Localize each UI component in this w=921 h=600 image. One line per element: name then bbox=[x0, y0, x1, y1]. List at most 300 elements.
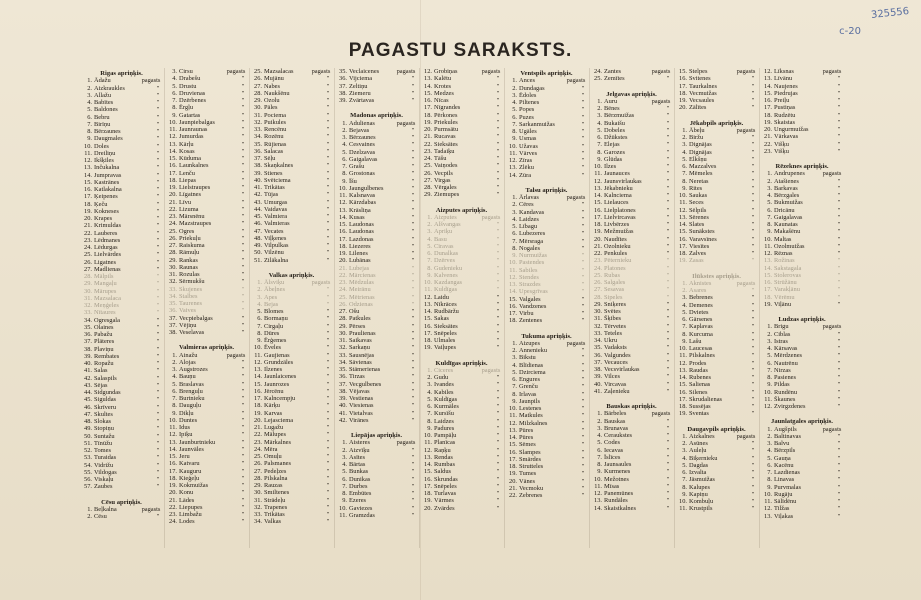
parish-suffix: " bbox=[326, 104, 330, 112]
parish-suffix: " bbox=[326, 496, 330, 504]
list-item bbox=[80, 295, 163, 302]
parish-suffix: " bbox=[241, 184, 245, 191]
parish-suffix: " bbox=[751, 366, 755, 374]
item-number: 17. bbox=[339, 235, 347, 243]
item-number: 10. bbox=[339, 184, 347, 192]
parish-suffix: " bbox=[581, 361, 585, 369]
parish-suffix: " bbox=[666, 300, 670, 308]
list-column bbox=[505, 68, 590, 548]
list-column bbox=[420, 68, 505, 548]
parish-suffix: " bbox=[581, 412, 585, 420]
parish-list bbox=[80, 68, 845, 548]
list-item bbox=[80, 99, 163, 106]
list-item bbox=[335, 497, 418, 504]
list-item bbox=[505, 164, 588, 171]
parish-suffix: " bbox=[326, 249, 330, 257]
list-item bbox=[165, 97, 248, 104]
parish-suffix: " bbox=[241, 358, 245, 366]
parish-name: Liepas bbox=[179, 176, 197, 184]
parish-suffix: " bbox=[666, 242, 670, 250]
item-number: 18. bbox=[594, 221, 602, 228]
item-number: 10. bbox=[509, 142, 517, 150]
list-item bbox=[80, 309, 163, 316]
parish-name: Purmsātu bbox=[434, 126, 459, 133]
item-number: 38. bbox=[339, 387, 347, 395]
item-number: 4. bbox=[597, 432, 602, 439]
parish-suffix: " bbox=[156, 331, 160, 338]
parish-name: Virgas bbox=[434, 176, 451, 184]
parish-suffix: " bbox=[581, 368, 585, 376]
parish-suffix: " bbox=[837, 498, 841, 505]
list-item bbox=[420, 112, 503, 119]
list-item bbox=[165, 191, 248, 198]
list-item bbox=[80, 135, 163, 142]
parish-suffix: " bbox=[326, 467, 330, 475]
parish-name: Svētciema bbox=[264, 176, 291, 184]
item-number: 23. bbox=[339, 279, 347, 286]
list-item bbox=[505, 478, 588, 485]
item-number: 1. bbox=[512, 339, 517, 347]
parish-suffix: " bbox=[156, 316, 160, 324]
parish-name: Krustpils bbox=[689, 505, 713, 513]
parish-suffix: " bbox=[326, 155, 330, 162]
list-item bbox=[80, 215, 163, 222]
parish-name: Aizupes bbox=[519, 339, 540, 347]
parish-suffix: " bbox=[666, 250, 670, 257]
item-number: 4. bbox=[767, 192, 772, 199]
parish-name: Skaņkalnes bbox=[264, 162, 294, 170]
parish-suffix: " bbox=[156, 439, 160, 447]
item-number: 3. bbox=[512, 354, 517, 362]
list-item bbox=[675, 104, 758, 111]
parish-suffix: " bbox=[496, 242, 500, 250]
parish-suffix: " bbox=[411, 286, 415, 294]
item-number: 15. bbox=[424, 468, 432, 476]
parish-suffix: " bbox=[496, 264, 500, 272]
item-number: 23. bbox=[424, 147, 432, 155]
list-item bbox=[80, 150, 163, 157]
parish-name: Launkalnes bbox=[179, 162, 209, 170]
parish-suffix: " bbox=[581, 164, 585, 172]
parish-suffix: " bbox=[496, 169, 500, 177]
parish-suffix: " bbox=[496, 118, 500, 126]
list-item bbox=[80, 317, 163, 324]
item-number: 16. bbox=[509, 302, 517, 310]
parish-suffix: " bbox=[411, 271, 415, 279]
list-item bbox=[590, 490, 673, 497]
parish-suffix: " bbox=[666, 482, 670, 490]
parish-name: Mazsalacas bbox=[264, 68, 294, 75]
list-item bbox=[80, 483, 163, 490]
parish-name: Jāsmuižas bbox=[689, 476, 715, 484]
parish-name: Lielvārdes bbox=[94, 251, 121, 259]
item-number: 17. bbox=[424, 329, 432, 337]
parish-suffix: " bbox=[241, 234, 245, 242]
parish-name: Rundēnu bbox=[774, 388, 798, 396]
list-item bbox=[675, 149, 758, 156]
item-number: 4. bbox=[767, 345, 772, 352]
parish-suffix: " bbox=[156, 106, 160, 114]
list-item bbox=[165, 170, 248, 177]
parish-suffix: " bbox=[837, 206, 841, 214]
archive-stamp: 325556 bbox=[870, 6, 910, 21]
list-item bbox=[335, 381, 418, 388]
parish-suffix: " bbox=[326, 380, 330, 388]
list-item bbox=[165, 278, 248, 285]
item-number: 11. bbox=[594, 170, 602, 178]
parish-suffix: " bbox=[411, 199, 415, 207]
item-number: 6. bbox=[682, 316, 687, 323]
list-item bbox=[675, 287, 758, 294]
item-number: 9. bbox=[172, 409, 177, 417]
list-item bbox=[675, 338, 758, 345]
item-number: 35. bbox=[339, 366, 347, 373]
parish-suffix: " bbox=[241, 111, 245, 119]
parish-suffix: " bbox=[837, 440, 841, 447]
parish-name: Dzirciema bbox=[519, 368, 546, 376]
parish-suffix: " bbox=[496, 257, 500, 265]
parish-suffix: " bbox=[411, 468, 415, 476]
parish-suffix: " bbox=[326, 373, 330, 381]
item-number: 15. bbox=[254, 380, 262, 388]
parish-name: Zvārdes bbox=[434, 504, 455, 512]
list-item bbox=[675, 68, 758, 75]
parish-suffix: " bbox=[241, 104, 245, 112]
item-number: 14. bbox=[339, 213, 347, 221]
list-item bbox=[505, 121, 588, 128]
parish-name: Saikavas bbox=[349, 337, 372, 344]
parish-name: Vārmes bbox=[434, 497, 454, 505]
parish-suffix: " bbox=[581, 84, 585, 92]
list-item bbox=[80, 454, 163, 461]
list-column bbox=[80, 68, 165, 548]
item-number: 17. bbox=[254, 395, 262, 402]
list-item bbox=[505, 230, 588, 237]
list-item bbox=[420, 228, 503, 235]
item-number: 8. bbox=[342, 170, 347, 178]
item-number: 16. bbox=[679, 388, 687, 396]
list-item bbox=[760, 243, 844, 250]
parish-name: Rites bbox=[689, 184, 703, 192]
parish-suffix: " bbox=[156, 113, 160, 121]
parish-suffix: " bbox=[241, 373, 245, 381]
spacer bbox=[335, 104, 418, 110]
item-number: 4. bbox=[767, 447, 772, 455]
item-number: 20. bbox=[254, 416, 262, 424]
list-item bbox=[590, 483, 673, 490]
parish-name: Sāvienas bbox=[349, 358, 372, 366]
item-number: 2. bbox=[342, 126, 347, 134]
parish-name: Dauguļu bbox=[179, 402, 202, 410]
list-item bbox=[165, 497, 248, 504]
parish-suffix: " bbox=[326, 97, 330, 104]
parish-name: Ziemeru bbox=[349, 89, 371, 97]
parish-name: Ābeļu bbox=[689, 126, 705, 134]
list-item bbox=[760, 178, 844, 185]
list-item bbox=[675, 345, 758, 352]
parish-name: Lašu bbox=[689, 337, 702, 345]
parish-name: Pastendes bbox=[519, 259, 545, 267]
list-item bbox=[80, 506, 163, 513]
parish-name: Rēznas bbox=[774, 250, 793, 257]
parish-name: Dunikas bbox=[349, 475, 371, 483]
item-number: 11. bbox=[679, 199, 687, 207]
parish-suffix: " bbox=[496, 410, 500, 418]
list-item bbox=[590, 468, 673, 475]
list-item bbox=[420, 468, 503, 475]
item-number: 9. bbox=[512, 252, 517, 259]
parish-suffix: " bbox=[837, 228, 841, 236]
item-number: 2. bbox=[427, 374, 432, 381]
parish-name: Sējas bbox=[94, 381, 108, 389]
spacer bbox=[165, 336, 248, 342]
parish-name: Vilces bbox=[604, 373, 620, 381]
parish-suffix: " bbox=[241, 366, 245, 373]
parish-suffix: " bbox=[326, 147, 330, 155]
parish-name: Kārsavas bbox=[774, 345, 798, 352]
item-number: 8. bbox=[512, 128, 517, 135]
item-number: 13. bbox=[764, 75, 772, 83]
parish-name: Trikātas bbox=[264, 511, 285, 518]
list-item bbox=[250, 162, 333, 169]
parish-suffix: " bbox=[241, 467, 245, 475]
parish-name: Raņķu bbox=[434, 446, 451, 454]
item-number: 10. bbox=[679, 498, 687, 505]
item-number: 14. bbox=[169, 147, 177, 155]
list-item bbox=[165, 300, 248, 307]
parish-suffix: " bbox=[837, 374, 841, 381]
parish-suffix: " bbox=[411, 344, 415, 352]
item-number: 11. bbox=[339, 511, 347, 519]
parish-suffix: " bbox=[156, 149, 160, 157]
item-number: 30. bbox=[594, 308, 602, 315]
parish-suffix: " bbox=[326, 111, 330, 119]
parish-name: Seces bbox=[689, 199, 704, 207]
parish-suffix: " bbox=[837, 447, 841, 455]
parish-name: Kūduma bbox=[179, 155, 202, 162]
item-number: 2. bbox=[597, 417, 602, 425]
parish-suffix: " bbox=[326, 445, 330, 453]
item-number: 7. bbox=[682, 323, 687, 331]
item-number: 28. bbox=[254, 89, 262, 97]
item-number: 49. bbox=[84, 425, 92, 433]
list-item bbox=[250, 315, 333, 322]
list-item bbox=[760, 389, 844, 396]
parish-suffix: " bbox=[326, 366, 330, 373]
list-item bbox=[80, 513, 163, 520]
list-item bbox=[80, 186, 163, 193]
parish-suffix: " bbox=[411, 351, 415, 359]
district-heading: Jaunlatgales apriņķis. bbox=[771, 418, 833, 426]
parish-name: Tūjas bbox=[264, 191, 279, 199]
parish-suffix: " bbox=[411, 206, 415, 214]
parish-suffix: " bbox=[156, 135, 160, 143]
item-number: 9. bbox=[682, 184, 687, 192]
parish-suffix: " bbox=[411, 170, 415, 178]
parish-suffix: " bbox=[411, 373, 415, 381]
parish-name: Saldus bbox=[434, 468, 452, 476]
parish-suffix: " bbox=[666, 192, 670, 199]
parish-suffix: " bbox=[666, 446, 670, 454]
spacer bbox=[335, 424, 418, 430]
item-number: 40. bbox=[594, 380, 602, 388]
parish-name: Nīkrāces bbox=[434, 300, 457, 308]
item-number: 38. bbox=[254, 162, 262, 170]
item-number: 9. bbox=[342, 497, 347, 505]
list-item bbox=[335, 163, 418, 170]
list-item bbox=[760, 207, 844, 214]
parish-name: Priekules bbox=[434, 118, 458, 126]
list-item bbox=[165, 141, 248, 148]
item-number: 7. bbox=[512, 237, 517, 245]
parish-suffix: " bbox=[751, 388, 755, 396]
archive-note: c-20 bbox=[839, 26, 861, 37]
list-item bbox=[80, 230, 163, 237]
parish-suffix: " bbox=[326, 126, 330, 133]
parish-name: Līgatnes bbox=[179, 191, 202, 199]
parish-suffix: " bbox=[326, 198, 330, 206]
item-number: 20. bbox=[764, 126, 772, 133]
parish-name: Liezeres bbox=[349, 242, 371, 250]
parish-suffix: " bbox=[581, 113, 585, 121]
parish-name: Džūkstes bbox=[604, 134, 628, 141]
parish-suffix: " bbox=[751, 359, 755, 367]
parish-suffix: pagasts bbox=[651, 68, 671, 75]
parish-suffix: " bbox=[241, 118, 245, 126]
item-number: 6. bbox=[512, 376, 517, 383]
parish-name: Kosas bbox=[179, 147, 195, 155]
parish-name: Ivandes bbox=[434, 381, 454, 389]
item-number: 23. bbox=[84, 236, 92, 244]
item-number: 18. bbox=[764, 293, 772, 301]
parish-suffix: " bbox=[156, 120, 160, 128]
list-item bbox=[675, 433, 758, 440]
list-item bbox=[675, 367, 758, 374]
list-item bbox=[675, 309, 758, 316]
parish-name: Ciblas bbox=[774, 330, 791, 338]
list-item bbox=[420, 447, 503, 454]
parish-name: Maltas bbox=[774, 235, 792, 243]
parish-name: Aizvīķu bbox=[349, 446, 370, 454]
parish-suffix: " bbox=[837, 177, 841, 185]
parish-suffix: " bbox=[241, 133, 245, 141]
list-item bbox=[420, 294, 503, 301]
item-number: 29. bbox=[254, 482, 262, 489]
item-number: 18. bbox=[679, 250, 687, 257]
parish-suffix: " bbox=[496, 250, 500, 257]
item-number: 37. bbox=[84, 338, 92, 346]
list-item bbox=[420, 381, 503, 388]
parish-name: Lugažu bbox=[264, 424, 284, 431]
parish-suffix: " bbox=[326, 315, 330, 323]
parish-suffix: " bbox=[156, 178, 160, 186]
parish-name: Zīras bbox=[519, 157, 533, 164]
item-number: 5. bbox=[682, 155, 687, 163]
parish-suffix: " bbox=[241, 126, 245, 133]
parish-suffix: " bbox=[581, 383, 585, 391]
parish-suffix: " bbox=[156, 483, 160, 491]
parish-name: Ābeļnes bbox=[264, 286, 285, 294]
list-item bbox=[250, 170, 333, 177]
list-item bbox=[760, 75, 844, 82]
parish-name: Biķernieku bbox=[689, 454, 718, 462]
parish-suffix: " bbox=[326, 409, 330, 417]
item-number: 21. bbox=[169, 496, 177, 504]
item-number: 10. bbox=[764, 235, 772, 243]
parish-name: Trikātas bbox=[264, 184, 285, 191]
parish-suffix: " bbox=[241, 321, 245, 329]
district-heading: Madonas apriņķis. bbox=[350, 112, 403, 120]
parish-suffix: " bbox=[666, 373, 670, 381]
item-number: 43. bbox=[254, 198, 262, 206]
parish-name: Lielstraupes bbox=[179, 184, 211, 191]
list-item bbox=[505, 398, 588, 405]
list-item bbox=[80, 128, 163, 135]
item-number: 6. bbox=[172, 89, 177, 97]
spacer bbox=[675, 265, 758, 271]
item-number: 13. bbox=[254, 366, 262, 373]
district-heading: Rigas apriņķis. bbox=[100, 70, 143, 77]
parish-suffix: " bbox=[751, 308, 755, 316]
item-number: 20. bbox=[679, 104, 687, 112]
parish-name: Jaunburtnieku bbox=[179, 438, 216, 446]
item-number: 17. bbox=[679, 395, 687, 403]
parish-suffix: " bbox=[326, 322, 330, 330]
parish-suffix: " bbox=[156, 396, 160, 404]
list-item bbox=[505, 463, 588, 470]
parish-name: Ādažu bbox=[94, 77, 111, 85]
item-number: 19. bbox=[424, 344, 432, 352]
item-number: 56. bbox=[84, 476, 92, 483]
item-number: 10. bbox=[254, 344, 262, 352]
list-item bbox=[760, 90, 844, 97]
list-item bbox=[505, 114, 588, 121]
parish-suffix: " bbox=[496, 453, 500, 461]
list-item bbox=[590, 178, 673, 185]
list-item bbox=[675, 243, 758, 250]
list-item bbox=[420, 308, 503, 315]
list-item bbox=[505, 492, 588, 499]
parish-name: Istras bbox=[774, 337, 788, 345]
list-item bbox=[420, 279, 503, 286]
parish-name: Salacas bbox=[264, 147, 284, 155]
parish-name: Stienes bbox=[264, 169, 283, 177]
list-item bbox=[250, 97, 333, 104]
parish-suffix: " bbox=[837, 264, 841, 272]
list-item bbox=[675, 127, 758, 134]
parish-suffix: pagasts bbox=[822, 425, 842, 433]
parish-suffix: " bbox=[326, 438, 330, 446]
parish-name: Mētrienas bbox=[349, 293, 375, 301]
item-number: 5. bbox=[512, 223, 517, 230]
parish-name: Auleļu bbox=[689, 447, 707, 455]
parish-suffix: " bbox=[156, 461, 160, 469]
item-number: 14. bbox=[679, 221, 687, 228]
district-heading: Cēsu apriņķis. bbox=[101, 498, 142, 506]
parish-name: Grašu bbox=[349, 163, 365, 170]
item-number: 2. bbox=[682, 134, 687, 141]
item-number: 21. bbox=[84, 222, 92, 230]
list-item bbox=[590, 505, 673, 512]
item-number: 5. bbox=[767, 352, 772, 360]
parish-name: Ezeres bbox=[349, 497, 367, 505]
parish-name: Naukšēnu bbox=[264, 89, 290, 97]
item-number: 5. bbox=[87, 106, 92, 114]
parish-name: Cēsu bbox=[94, 513, 107, 520]
parish-name: Nurmuižas bbox=[519, 252, 548, 259]
list-item bbox=[760, 294, 844, 301]
list-item bbox=[335, 228, 418, 235]
